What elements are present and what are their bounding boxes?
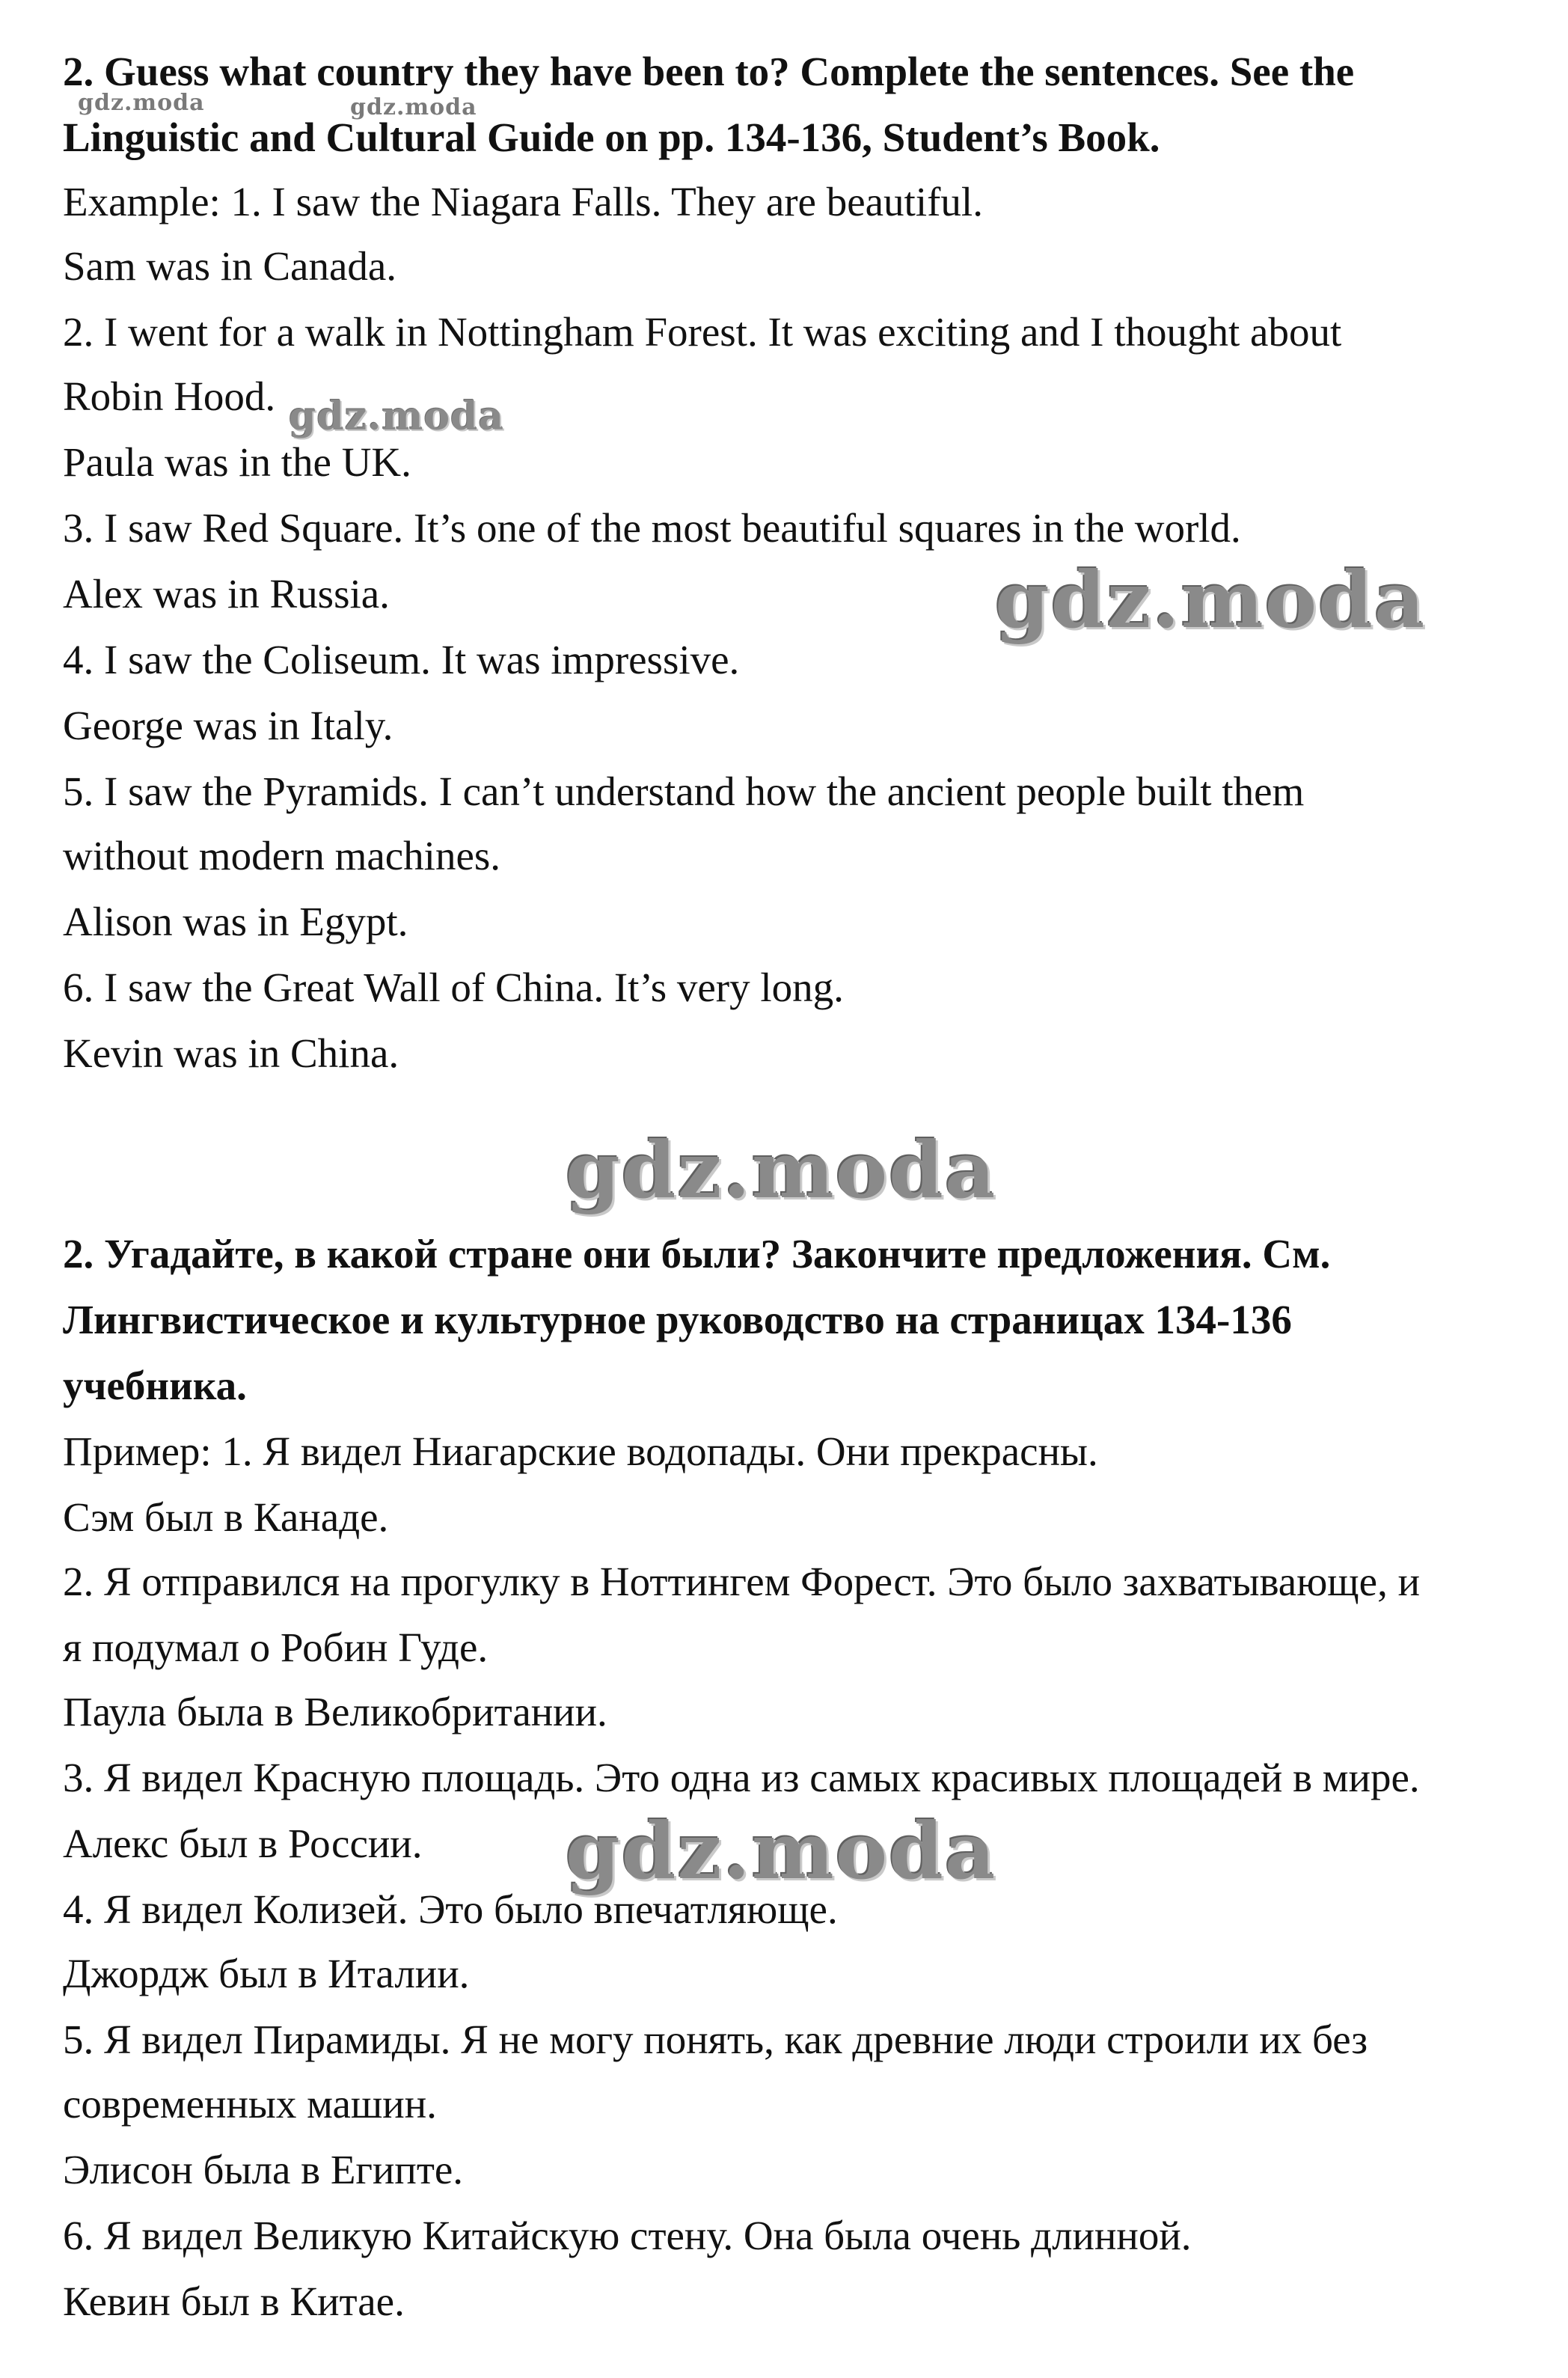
english-line: without modern machines.	[63, 833, 501, 878]
russian-line: современных машин.	[63, 2081, 437, 2127]
english-line: Robin Hood.	[63, 373, 276, 419]
english-line: 4. I saw the Coliseum. It was impressive.	[63, 637, 740, 682]
watermark: gdz.moda	[566, 1124, 997, 1216]
watermark: gdz.moda	[350, 94, 477, 120]
russian-heading-line-3: учебника.	[63, 1363, 247, 1408]
english-line: 6. I saw the Great Wall of China. It’s very long.	[63, 965, 844, 1010]
russian-line: Пример: 1. Я видел Ниагарские водопады. Они прекрасны.	[63, 1428, 1098, 1474]
russian-line: 3. Я видел Красную площадь. Это одна из самых красивых площадей в мире.	[63, 1755, 1420, 1800]
russian-line: Сэм был в Канаде.	[63, 1494, 389, 1540]
english-line: 5. I saw the Pyramids. I can’t understand how the ancient people built them	[63, 768, 1305, 814]
russian-line: 2. Я отправился на прогулку в Ноттингем Форест. Это было захватывающе, и	[63, 1559, 1421, 1604]
watermark: gdz.moda	[78, 90, 205, 116]
watermark: gdz.moda	[289, 394, 505, 439]
english-line: 2. I went for a walk in Nottingham Forest. It was exciting and I thought about	[63, 309, 1342, 355]
english-line: Paula was in the UK.	[63, 439, 411, 485]
russian-line: Алекс был в России.	[63, 1821, 423, 1866]
russian-line: Элисон была в Египте.	[63, 2147, 464, 2192]
russian-line: 5. Я видел Пирамиды. Я не могу понять, как древние люди строили их без	[63, 2017, 1368, 2062]
russian-line: Кевин был в Китае.	[63, 2278, 405, 2324]
watermark: gdz.moda	[566, 1805, 997, 1897]
russian-line: я подумал о Робин Гуде.	[63, 1624, 489, 1670]
russian-heading-line-2: Лингвистическое и культурное руководство на страницах 134-136	[63, 1297, 1292, 1342]
russian-line: 4. Я видел Колизей. Это было впечатляюще.	[63, 1886, 838, 1932]
russian-heading-line-1: 2. Угадайте, в какой стране они были? Закончите предложения. См.	[63, 1231, 1331, 1277]
english-line: Alex was in Russia.	[63, 571, 390, 617]
english-heading-line-1: 2. Guess what country they have been to? Complete the sentences. See the	[63, 49, 1355, 94]
english-line: Example: 1. I saw the Niagara Falls. They are beautiful.	[63, 179, 983, 224]
english-line: Kevin was in China.	[63, 1030, 399, 1076]
english-line: Alison was in Egypt.	[63, 899, 408, 944]
russian-line: Паула была в Великобритании.	[63, 1689, 607, 1734]
russian-line: Джордж был в Италии.	[63, 1951, 470, 1996]
watermark: gdz.moda	[995, 554, 1427, 646]
english-line: Sam was in Canada.	[63, 243, 397, 289]
english-heading-line-2: Linguistic and Cultural Guide on pp. 134-136, Student’s Book.	[63, 114, 1160, 160]
english-line: 3. I saw Red Square. It’s one of the most beautiful squares in the world.	[63, 505, 1241, 551]
russian-line: 6. Я видел Великую Китайскую стену. Она была очень длинной.	[63, 2213, 1192, 2258]
english-line: George was in Italy.	[63, 703, 393, 748]
